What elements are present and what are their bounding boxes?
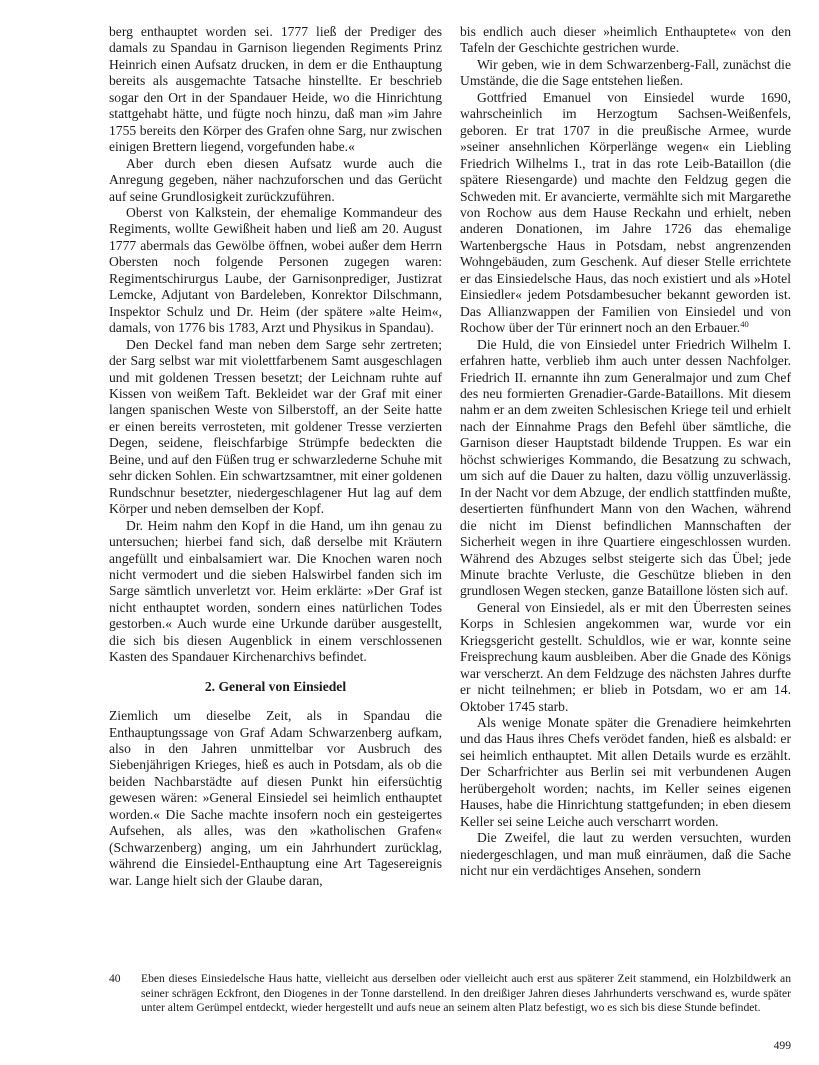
paragraph: bis endlich auch dieser »heimlich Enthauptete« von den Tafeln der Geschichte gestrichen wurde.	[460, 24, 791, 56]
paragraph: berg enthauptet worden sei. 1777 ließ der Prediger des damals zu Spandau in Garnison liegenden Regiments Prinz Heinrich einen Aufsatz drucken, in dem er die Enthauptung bereits als ausgemachte Tatsache hinstellte. Er beschrieb sogar den Ort in der Spandauer Heide, wo die Hinrichtung stattgehabt hätte, und fügte noch hinzu, daß man »im Jahre 1755 bereits den Körper des Grafen ohne Sarg, nur zwischen einigen Brettern liegend, vorgefunden habe.«	[109, 24, 442, 155]
footnote-reference[interactable]: 40	[740, 319, 749, 330]
paragraph: Oberst von Kalkstein, der ehemalige Kommandeur des Regiments, wollte Gewißheit haben und ließ am 20. August 1777 abermals das Gewölbe öffnen, wobei außer dem Herrn Obersten noch folgende Personen zugegen waren: Regimentschirurgus Laube, der Garnisonprediger, Justizrat Lemcke, Adjutant von Bardeleben, Konrektor Dilschmann, Inspektor Schulz und Dr. Heim (der spätere »alte Heim«, damals, von 1776 bis 1783, Arzt und Physikus in Spandau).	[109, 204, 442, 336]
paragraph	[460, 90, 791, 337]
paragraph: Die Huld, die von Einsiedel unter Friedrich Wilhelm I. erfahren hatte, verblieb ihm auch unter dessen Nachfolger. Friedrich II. ernannte ihn zum Generalmajor und zum Chef des neu formierten Grenadier-Garde-Bataillons. Mit diesem nahm er an dem zweiten Schlesischen Kriege teil und erhielt nach der Einnahme Prags den Befehl über sämtliche, die Garnison dieser Hauptstadt bildende Truppen. Es war ein höchst schwieriges Kommando, die Besatzung zu schwach, um sich auf die Dauer zu halten, dazu völlig unzuverlässig. In der Nacht vor dem Abzuge, der endlich stattfinden mußte, desertierten fünfhundert Mann von den Wachen, während die nicht im Dienst befindlichen Mannschaften der Sicherheit wegen in ihre Quartiere eingeschlossen wurden. Während des Abzuges selbst steigerte sich das Übel; jede Minute brachte Verluste, die Geschütze blieben in den grundlosen Wegen stecken, ganze Bataillone lösten sich auf.	[460, 336, 791, 599]
paragraph: General von Einsiedel, als er mit den Überresten seines Korps in Schlesien angekommen war, wurde vor ein Kriegsgericht gestellt. Schuldlos, wie er war, konnte seine Freisprechung kaum ausbleiben. Aber die Gnade des Königs war verscherzt. An dem Feldzuge des nächsten Jahres durfte er nicht teilnehmen; er blieb in Potsdam, wo er am 14. Oktober 1745 starb.	[460, 599, 791, 714]
paragraph: Als wenige Monate später die Grenadiere heimkehrten und das Haus ihres Chefs verödet fanden, hieß es alsbald: er sei heimlich enthauptet. Mit allen Details wurde es erzählt. Der Scharfrichter aus Berlin sei mit verbundenen Augen herübergeholt worden; nachts, im Keller seines eigenen Hauses, habe die Hinrichtung stattgefunden; in eben diesem Keller sei seine Leiche auch verscharrt worden.	[460, 715, 791, 829]
footnote-text: Eben dieses Einsiedelsche Haus hatte, vielleicht aus derselben oder vielleicht auch erst aus späterer Zeit stammend, ein Holzbildwerk an seiner schrägen Eckfront, den Diogenes in der Tonne darstellend. In den dreißiger Jahren dieses Jahrhunderts verschwand es, wurde später unter altem Gerümpel entdeckt, wieder hergestellt und aufs neue an seinem alten Platz befestigt, wo es sich bis diese Stunde befindet.	[141, 972, 791, 1015]
paragraph-text: Gottfried Emanuel von Einsiedel wurde 1690, wahrscheinlich im Herzogtum Sachsen-Weißenfels, geboren. Er trat 1707 in die preußische Armee, wurde »seiner ansehnlichen Körperlänge wegen« ein Liebling Friedrich Wilhelms I., trat in das rote Leib-Bataillon (die spätere Riesengarde) und machte den Feldzug gegen die Schweden mit. Er avancierte, vermählte sich mit Margarethe von Rochow aus dem Hause Reckahn und erhielt, neben anderen Donationen, im Jahre 1726 das ehemalige Wartenbergsche Haus in Potsdam, nebst angrenzenden Wohngebäuden, zum Geschenk. Auf dieser Stelle errichtete er das Einsiedelsche Haus, das noch existiert und als »Hotel Einsiedler« jedem Potsdambesucher bekannt geworden ist. Das Allianzwappen der Familien von Einsiedel und von Rochow über der Tür erinnert noch an den Erbauer.	[460, 89, 791, 336]
page-number: 499	[773, 1039, 791, 1052]
paragraph: Den Deckel fand man neben dem Sarge sehr zertreten; der Sarg selbst war mit violettfarbenem Samt ausgeschlagen und mit goldenen Tressen besetzt; der Leichnam ruhte auf Kissen von weißem Taft. Bekleidet war der Graf mit einer langen spanischen Weste von Silberstoff, an der Seite hatte er einen bereits verrosteten, mit goldener Tresse verzierten Degen, seidene, fleischfarbige Strümpfe bedeckten die Beine, und auf den Füßen trug er schwarzlederne Schuhe mit sehr dicken Sohlen. Ein schwartzsamtner, mit einer goldenen Rundschnur besetzter, niedergeschlagener Hut lag auf dem Körper und neben demselben der Kopf.	[109, 336, 442, 517]
paragraph: Ziemlich um dieselbe Zeit, als in Spandau die Enthauptungssage von Graf Adam Schwarzenberg aufkam, also in den Jahren unmittelbar vor Ausbruch des Siebenjährigen Krieges, hieß es auch in Potsdam, als ob die beiden Nachbarstädte auf diesen Punkt hin eifersüchtig gewesen wären: »General Einsiedel sei heimlich enthauptet worden.« Die Sache machte insofern noch ein gesteigertes Aufsehen, als alles, was den »katholischen Grafen« (Schwarzenberg) anging, um ein Jahrhundert zurücklag, während die Einsiedel-Enthauptung eine Art Tagesereignis war. Lange hielt sich der Glaube daran,	[109, 708, 442, 888]
section-heading: 2. General von Einsiedel	[204, 678, 347, 694]
footnote	[109, 972, 791, 1016]
paragraph: Die Zweifel, die laut zu werden versuchten, wurden niedergeschlagen, und man muß einräumen, daß die Sache nicht nur ein verdächtiges Ansehen, sondern	[460, 830, 791, 879]
left-column	[109, 24, 442, 889]
paragraph: Dr. Heim nahm den Kopf in die Hand, um ihn genau zu untersuchen; hierbei fand sich, daß derselbe mit Kräutern angefüllt und einbalsamiert war. Die Knochen waren noch nicht vermodert und die sieben Halswirbel fanden sich im Sarge sämtlich unverletzt vor. Heim erklärte: »Der Graf ist nicht enthauptet worden, sondern eines natürlichen Todes gestorben.« Auch wurde eine Urkunde darüber ausgestellt, die sich bis diesen Augenblick in einem verschlossenen Kasten des Spandauer Kirchenarchivs befindet.	[109, 517, 442, 665]
paragraph: Wir geben, wie in dem Schwarzenberg-Fall, zunächst die Umstände, die die Sage entstehen ließen.	[460, 56, 791, 89]
footnote-number: 40	[109, 972, 121, 985]
paragraph: Aber durch eben diesen Aufsatz wurde auch die Anregung gegeben, näher nachzuforschen und das Gerücht auf seine Grundlosigkeit zurückzuführen.	[109, 155, 442, 204]
right-column	[460, 24, 791, 880]
